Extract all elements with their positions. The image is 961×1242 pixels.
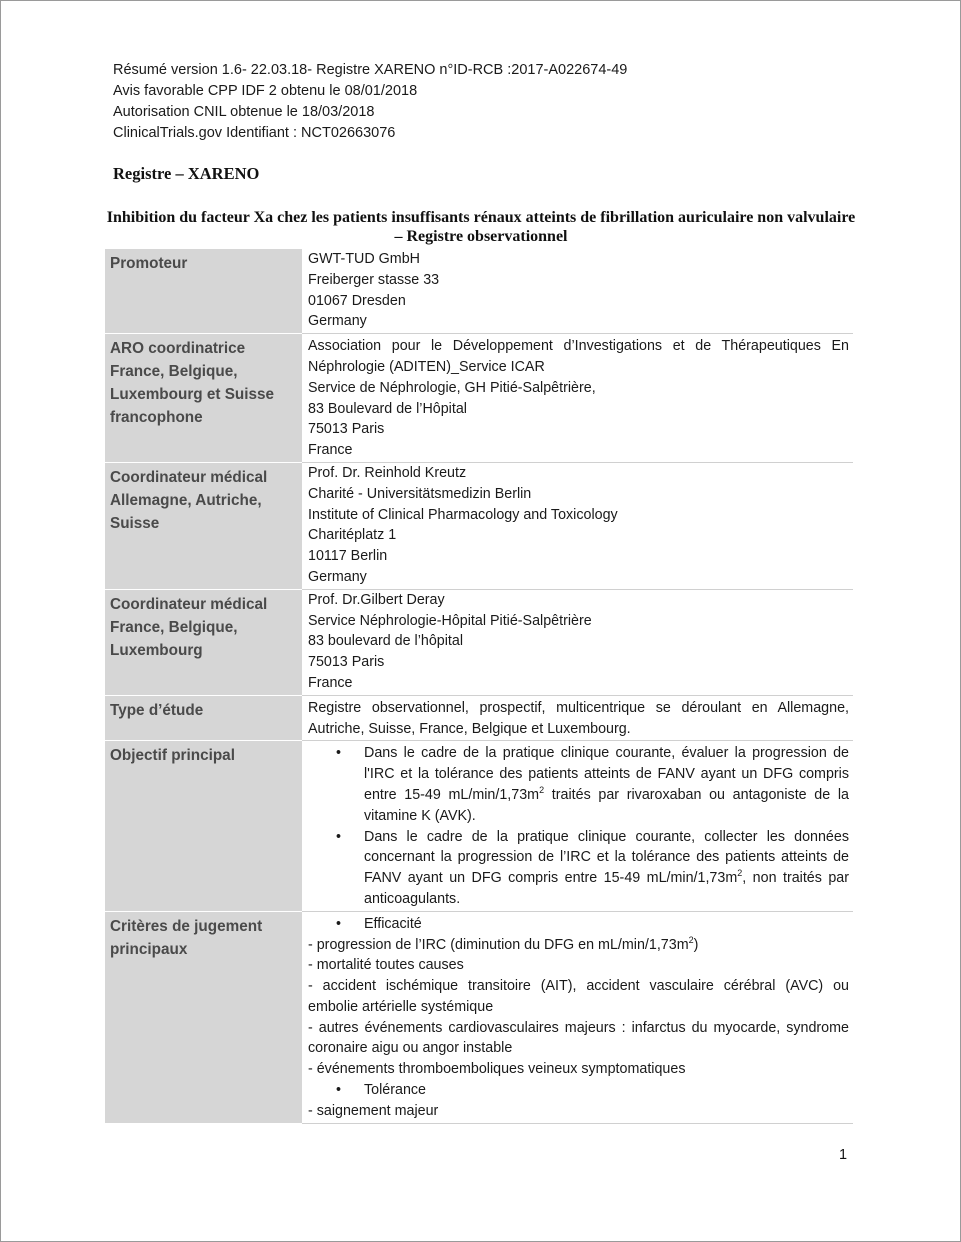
value-line: 10117 Berlin	[308, 548, 388, 565]
criteria-line	[308, 935, 849, 956]
list-item	[308, 827, 849, 910]
value-line: Service Néphrologie-Hôpital Pitié-Salpêtrière	[308, 612, 592, 629]
row-value	[302, 462, 853, 589]
superscript: 2	[539, 785, 545, 796]
row-label: Critères de jugement principaux	[105, 911, 302, 1123]
value-line: GWT-TUD GmbH	[308, 251, 420, 267]
table-row-criteres-jugement	[105, 911, 853, 1123]
page-number: 1	[839, 1147, 848, 1163]
value-line: Charitéplatz 1	[308, 527, 397, 544]
value-line: Charité - Universitätsmedizin Berlin	[308, 485, 532, 502]
criteria-text: - progression de l’IRC (diminution du DFG en mL/min/1,73m	[308, 936, 689, 953]
bullet-icon: •	[336, 745, 342, 762]
table-row-promoteur	[105, 249, 853, 334]
value-line: Prof. Dr. Reinhold Kreutz	[308, 464, 467, 481]
list-item	[308, 743, 849, 826]
row-label: Type d’étude	[105, 695, 302, 741]
value-line: Association pour le Développement d’Investigations et de Thérapeutiques En Néphrologie (ADITEN)_Service ICAR	[308, 338, 849, 375]
row-value	[302, 334, 853, 463]
value-line: Freiberger stasse 33	[308, 271, 440, 288]
row-label: ARO coordinatrice France, Belgique, Luxembourg et Suisse francophone	[105, 334, 302, 463]
row-label: Promoteur	[105, 249, 302, 334]
table-row-coordinateur-allemagne	[105, 462, 853, 589]
row-value	[302, 695, 853, 741]
row-value	[302, 911, 853, 1123]
objective-text-tail: , non traités par anticoagulants.	[364, 870, 850, 907]
table-row-coordinateur-france	[105, 589, 853, 695]
criteria-line: - mortalité toutes causes	[308, 957, 464, 974]
document-header	[113, 60, 627, 144]
table-row-aro-coordinatrice	[105, 334, 853, 463]
value-text: Registre observationnel, prospectif, multicentrique se déroulant en Allemagne, Autriche, Suisse, France, Belgique et Luxembourg.	[308, 699, 849, 737]
superscript: 2	[737, 868, 743, 879]
study-title: Inhibition du facteur Xa chez les patients insuffisants rénaux atteints de fibrillation auriculaire non valvulaire – Registre observationnel	[106, 209, 856, 245]
criteria-line: - accident ischémique transitoire (AIT), accident vasculaire cérébral (AVC) ou embolie artérielle systémique	[308, 978, 849, 1015]
table-row-objectif-principal	[105, 741, 853, 911]
list-item	[308, 1080, 849, 1101]
row-value	[302, 249, 853, 334]
value-line: 75013 Paris	[308, 421, 385, 438]
criteria-heading: Tolérance	[364, 1082, 426, 1099]
criteria-list	[308, 914, 849, 935]
value-line: 01067 Dresden	[308, 292, 406, 309]
header-line-cpp: Avis favorable CPP IDF 2 obtenu le 08/01/2018	[113, 83, 418, 99]
criteria-line: - événements thromboemboliques veineux symptomatiques	[308, 1061, 686, 1078]
value-line: 83 Boulevard de l’Hôpital	[308, 400, 467, 417]
header-line-clinicaltrials: ClinicalTrials.gov Identifiant : NCT02663076	[113, 125, 396, 141]
criteria-text-tail: )	[693, 936, 699, 953]
value-line: 83 boulevard de l’hôpital	[308, 633, 463, 650]
value-line: Prof. Dr.Gilbert Deray	[308, 591, 445, 608]
row-label: Coordinateur médical Allemagne, Autriche, Suisse	[105, 462, 302, 589]
bullet-icon: •	[336, 828, 342, 845]
superscript: 2	[688, 934, 694, 945]
value-line: Germany	[308, 313, 367, 330]
row-value	[302, 589, 853, 695]
criteria-line: - saignement majeur	[308, 1102, 439, 1119]
criteria-list	[308, 1080, 849, 1101]
synopsis-table	[105, 249, 853, 1124]
bullet-icon: •	[336, 1082, 342, 1099]
table-row-type-etude	[105, 695, 853, 741]
bullet-icon: •	[336, 915, 342, 932]
value-line: Institute of Clinical Pharmacology and Toxicology	[308, 506, 618, 523]
header-line-version: Résumé version 1.6- 22.03.18- Registre XARENO n°ID-RCB :2017-A022674-49	[113, 62, 628, 78]
row-value	[302, 741, 853, 911]
criteria-heading: Efficacité	[364, 915, 422, 932]
row-label: Objectif principal	[105, 741, 302, 911]
objective-text-tail: traités par rivaroxaban ou antagoniste de la vitamine K (AVK).	[364, 786, 849, 824]
list-item	[308, 914, 849, 935]
header-line-cnil: Autorisation CNIL obtenue le 18/03/2018	[113, 104, 375, 120]
criteria-line: - autres événements cardiovasculaires majeurs : infarctus du myocarde, syndrome coronaire aigu ou angor instable	[308, 1019, 849, 1057]
objective-list	[308, 743, 849, 909]
value-line: Service de Néphrologie, GH Pitié-Salpêtrière,	[308, 379, 596, 396]
value-line: France	[308, 674, 353, 691]
objective-text: Dans le cadre de la pratique clinique courante, évaluer la progression de l'IRC et la tolérance des patients atteints de FANV ayant un DFG compris entre 15-49 mL/min/1,73m	[364, 745, 849, 803]
value-line: 75013 Paris	[308, 654, 385, 671]
objective-text: Dans le cadre de la pratique clinique courante, collecter les données concernant la progression de l’IRC et la tolérance des patients atteints de FANV ayant un DFG compris entre 15-49 mL/min/1,73m	[364, 828, 849, 887]
row-label: Coordinateur médical France, Belgique, Luxembourg	[105, 589, 302, 695]
value-line: France	[308, 442, 353, 459]
registry-title: Registre – XARENO	[113, 164, 260, 183]
value-line: Germany	[308, 568, 367, 585]
